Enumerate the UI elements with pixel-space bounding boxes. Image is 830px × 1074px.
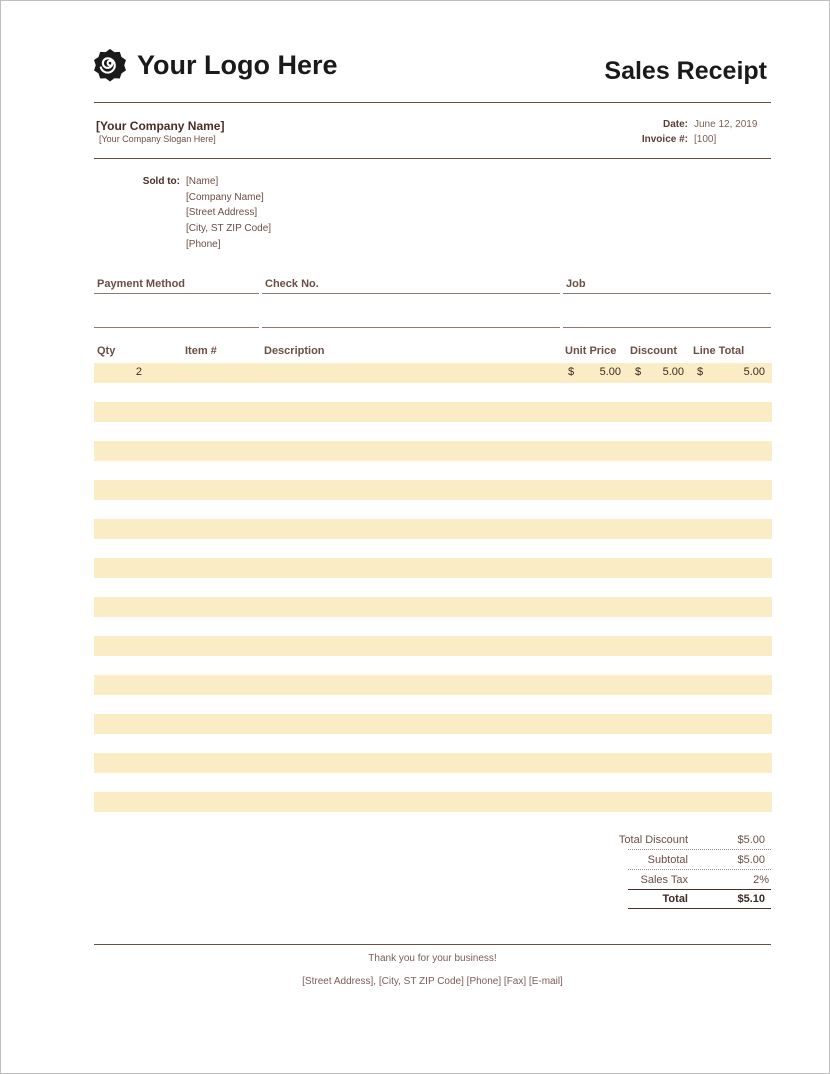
item-number-header: Item # — [185, 345, 217, 357]
job-field[interactable] — [563, 327, 771, 328]
payment-method-header-line — [94, 293, 259, 294]
thank-you-message: Thank you for your business! — [368, 953, 497, 964]
table-row[interactable] — [94, 480, 772, 500]
payment-method-field[interactable] — [94, 327, 259, 328]
swirl-badge-icon — [91, 46, 129, 84]
document-title: Sales Receipt — [604, 57, 767, 85]
total-discount-value: $5.00 — [737, 834, 765, 846]
total-discount-divider — [628, 849, 771, 850]
logo-text: Your Logo Here — [137, 49, 338, 80]
table-row[interactable] — [94, 714, 772, 734]
footer-divider — [94, 944, 771, 945]
subtotal-value: $5.00 — [737, 854, 765, 866]
logo — [91, 45, 338, 85]
sales-tax-label: Sales Tax — [640, 874, 688, 886]
total-divider — [628, 908, 771, 909]
table-row[interactable] — [94, 441, 772, 461]
company-slogan: [Your Company Slogan Here] — [99, 134, 216, 144]
table-row[interactable] — [94, 597, 772, 617]
sold-to-phone: [Phone] — [186, 239, 221, 250]
sales-tax-divider — [628, 889, 771, 890]
job-header-line — [563, 293, 771, 294]
row1-discount-currency: $ — [635, 366, 642, 378]
date-value: June 12, 2019 — [694, 119, 758, 130]
header-divider — [94, 102, 771, 103]
table-row[interactable] — [94, 792, 772, 812]
row1-line-total: 5.00 — [743, 366, 765, 378]
total-value: $5.10 — [737, 893, 765, 905]
discount-header: Discount — [630, 345, 678, 357]
invoice-value: [100] — [694, 134, 717, 145]
job-label: Job — [566, 278, 586, 290]
company-name: [Your Company Name] — [96, 119, 225, 133]
row1-discount: 5.00 — [662, 366, 684, 378]
sold-to-city: [City, ST ZIP Code] — [186, 223, 272, 234]
total-label: Total — [662, 893, 688, 905]
line-total-header: Line Total — [693, 345, 745, 357]
table-row[interactable] — [94, 519, 772, 539]
sold-to-name: [Name] — [186, 176, 219, 187]
subtotal-label: Subtotal — [647, 854, 688, 866]
sales-tax-value: 2% — [753, 874, 769, 886]
invoice-label: Invoice #: — [641, 134, 688, 145]
unit-price-header: Unit Price — [565, 345, 617, 357]
sold-to-label: Sold to: — [142, 176, 180, 187]
check-no-header-line — [262, 293, 560, 294]
total-discount-label: Total Discount — [618, 834, 688, 846]
footer-contact: [Street Address], [City, ST ZIP Code] [Phone] [Fax] [E-mail] — [302, 976, 563, 987]
payment-method-label: Payment Method — [97, 278, 186, 290]
subtotal-divider — [628, 869, 771, 870]
row1-qty: 2 — [135, 366, 142, 378]
table-row[interactable] — [94, 675, 772, 695]
sold-to-company: [Company Name] — [186, 192, 264, 203]
table-row[interactable] — [94, 558, 772, 578]
description-header: Description — [264, 345, 325, 357]
check-no-label: Check No. — [265, 278, 319, 290]
qty-header: Qty — [97, 345, 116, 357]
sold-to-street: [Street Address] — [186, 207, 258, 218]
company-divider — [94, 158, 771, 159]
check-no-field[interactable] — [262, 327, 560, 328]
row1-unit-price-currency: $ — [568, 366, 575, 378]
row1-line-total-currency: $ — [697, 366, 704, 378]
table-row[interactable] — [94, 636, 772, 656]
table-row[interactable] — [94, 753, 772, 773]
date-label: Date: — [662, 119, 688, 130]
row1-unit-price: 5.00 — [599, 366, 621, 378]
table-row[interactable] — [94, 402, 772, 422]
